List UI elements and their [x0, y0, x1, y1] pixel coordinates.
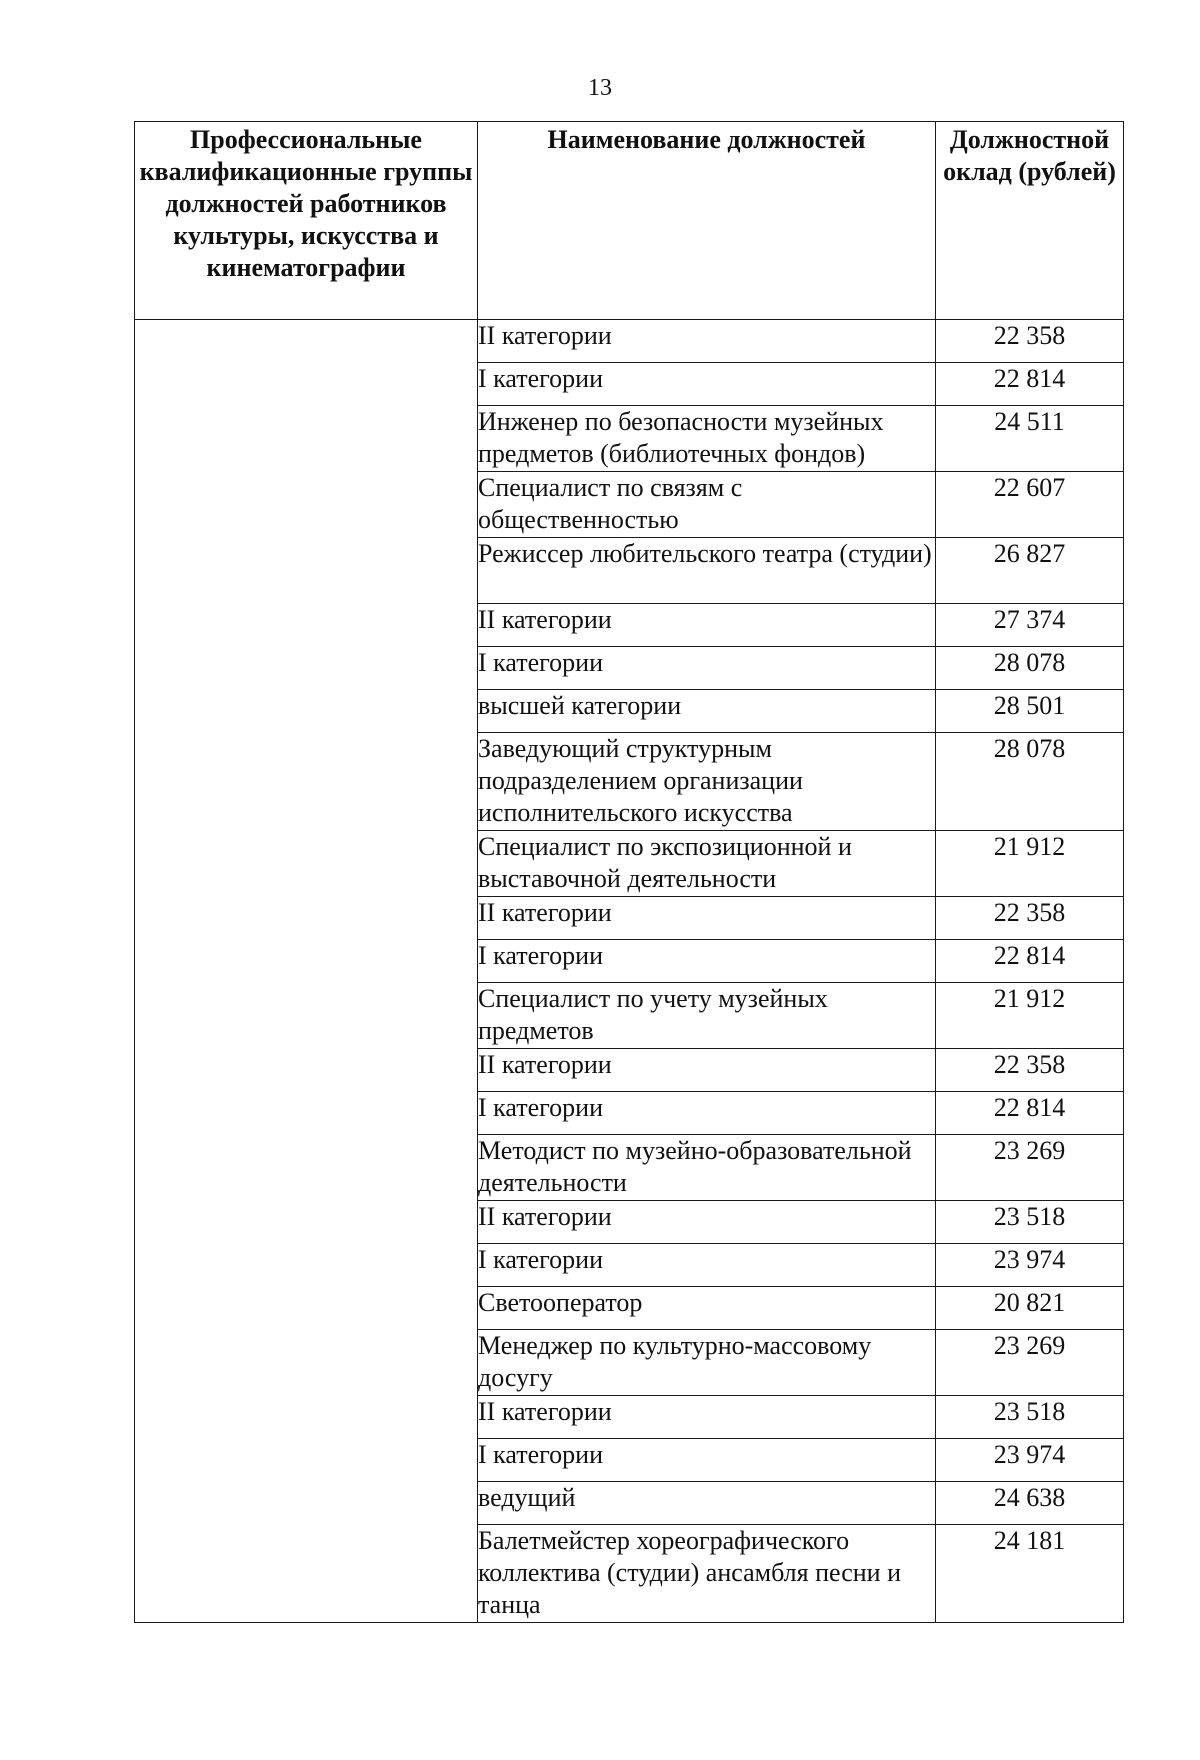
- position-cell: высшей категории: [478, 690, 936, 733]
- group-cell: [135, 320, 478, 1623]
- position-cell: ведущий: [478, 1482, 936, 1525]
- salary-cell: 24 638: [936, 1482, 1124, 1525]
- salary-cell: 23 518: [936, 1201, 1124, 1244]
- salary-cell: 24 511: [936, 406, 1124, 472]
- salary-cell: 27 374: [936, 604, 1124, 647]
- position-cell: I категории: [478, 1244, 936, 1287]
- salary-cell: 24 181: [936, 1525, 1124, 1623]
- header-group: Профессиональные квалификационные группы должностей работников культуры, искусства и кинематографии: [135, 122, 478, 320]
- salary-cell: 23 974: [936, 1244, 1124, 1287]
- header-position: Наименование должностей: [478, 122, 936, 320]
- position-cell: Менеджер по культурно-массовому досугу: [478, 1330, 936, 1396]
- table-body: [135, 320, 1124, 1623]
- position-cell: I категории: [478, 1092, 936, 1135]
- salary-cell: 22 607: [936, 472, 1124, 538]
- position-cell: Режиссер любительского театра (студии): [478, 538, 936, 604]
- position-cell: Специалист по учету музейных предметов: [478, 983, 936, 1049]
- salary-cell: 28 078: [936, 647, 1124, 690]
- salary-cell: 20 821: [936, 1287, 1124, 1330]
- salary-cell: 22 814: [936, 363, 1124, 406]
- position-cell: II категории: [478, 1396, 936, 1439]
- salary-cell: 23 518: [936, 1396, 1124, 1439]
- position-cell: I категории: [478, 940, 936, 983]
- position-cell: II категории: [478, 320, 936, 363]
- position-cell: Специалист по экспозиционной и выставочной деятельности: [478, 831, 936, 897]
- salary-cell: 21 912: [936, 983, 1124, 1049]
- salary-cell: 28 078: [936, 733, 1124, 831]
- position-cell: Специалист по связям с общественностью: [478, 472, 936, 538]
- position-cell: I категории: [478, 363, 936, 406]
- page-number: 13: [588, 75, 612, 101]
- header-salary: Должностной оклад (рублей): [936, 122, 1124, 320]
- position-cell: II категории: [478, 897, 936, 940]
- position-cell: Инженер по безопасности музейных предметов (библиотечных фондов): [478, 406, 936, 472]
- salary-cell: 22 358: [936, 1049, 1124, 1092]
- position-cell: Светооператор: [478, 1287, 936, 1330]
- position-cell: II категории: [478, 604, 936, 647]
- table-header-row: [135, 122, 1124, 320]
- table-row: [135, 320, 1124, 363]
- position-cell: I категории: [478, 647, 936, 690]
- salary-cell: 23 269: [936, 1330, 1124, 1396]
- salary-cell: 28 501: [936, 690, 1124, 733]
- salary-cell: 26 827: [936, 538, 1124, 604]
- salary-cell: 21 912: [936, 831, 1124, 897]
- salary-cell: 22 358: [936, 897, 1124, 940]
- position-cell: II категории: [478, 1201, 936, 1244]
- salary-cell: 23 974: [936, 1439, 1124, 1482]
- position-cell: II категории: [478, 1049, 936, 1092]
- salary-cell: 23 269: [936, 1135, 1124, 1201]
- position-cell: I категории: [478, 1439, 936, 1482]
- salary-table: [134, 121, 1124, 1623]
- salary-cell: 22 814: [936, 940, 1124, 983]
- position-cell: Заведующий структурным подразделением организации исполнительского искусства: [478, 733, 936, 831]
- position-cell: Балетмейстер хореографического коллектива (студии) ансамбля песни и танца: [478, 1525, 936, 1623]
- position-cell: Методист по музейно-образовательной деятельности: [478, 1135, 936, 1201]
- salary-cell: 22 814: [936, 1092, 1124, 1135]
- salary-cell: 22 358: [936, 320, 1124, 363]
